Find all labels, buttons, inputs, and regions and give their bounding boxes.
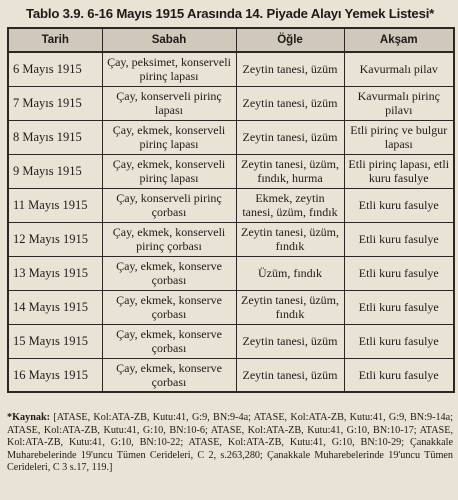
source-footnote [7,412,453,475]
cell-noon: Zeytin tanesi, üzüm, fındık [236,222,344,256]
cell-evening: Etli kuru fasulye [344,222,454,256]
cell-morning: Çay, ekmek, konserveli pirinç lapası [102,120,236,154]
header-evening: Akşam [344,28,454,52]
cell-evening: Etli kuru fasulye [344,188,454,222]
cell-noon: Ekmek, zeytin tanesi, üzüm, fındık [236,188,344,222]
cell-date: 13 Mayıs 1915 [8,256,102,290]
cell-morning: Çay, konserveli pirinç çorbası [102,188,236,222]
cell-morning: Çay, ekmek, konserve çorbası [102,290,236,324]
cell-evening: Kavurmalı pilav [344,52,454,86]
cell-date: 7 Mayıs 1915 [8,86,102,120]
cell-noon: Üzüm, fındık [236,256,344,290]
header-noon: Öğle [236,28,344,52]
header-date: Tarih [8,28,102,52]
cell-date: 14 Mayıs 1915 [8,290,102,324]
footnote-label: *Kaynak: [7,412,51,423]
cell-noon: Zeytin tanesi, üzüm [236,324,344,358]
cell-noon: Zeytin tanesi, üzüm [236,52,344,86]
table-row [8,222,454,256]
cell-morning: Çay, ekmek, konserve çorbası [102,324,236,358]
table-row [8,154,454,188]
cell-date: 6 Mayıs 1915 [8,52,102,86]
cell-date: 16 Mayıs 1915 [8,358,102,392]
cell-evening: Etli kuru fasulye [344,358,454,392]
cell-morning: Çay, ekmek, konserve çorbası [102,358,236,392]
cell-morning: Çay, peksimet, konserveli pirinç lapası [102,52,236,86]
cell-date: 9 Mayıs 1915 [8,154,102,188]
header-morning: Sabah [102,28,236,52]
cell-noon: Zeytin tanesi, üzüm [236,358,344,392]
cell-morning: Çay, ekmek, konserveli pirinç lapası [102,154,236,188]
cell-evening: Etli pirinç ve bulgur lapası [344,120,454,154]
cell-noon: Zeytin tanesi, üzüm, fındık [236,290,344,324]
table-row [8,52,454,86]
cell-date: 11 Mayıs 1915 [8,188,102,222]
cell-date: 12 Mayıs 1915 [8,222,102,256]
table-row [8,324,454,358]
table-row [8,188,454,222]
cell-evening: Kavurmalı pirinç pilavı [344,86,454,120]
table-row [8,120,454,154]
cell-noon: Zeytin tanesi, üzüm [236,86,344,120]
cell-evening: Etli kuru fasulye [344,324,454,358]
cell-date: 15 Mayıs 1915 [8,324,102,358]
table-row [8,290,454,324]
cell-evening: Etli pirinç lapası, etli kuru fasulye [344,154,454,188]
table-row [8,358,454,392]
table-title: Tablo 3.9. 6-16 Mayıs 1915 Arasında 14. Piyade Alayı Yemek Listesi* [26,6,435,21]
cell-noon: Zeytin tanesi, üzüm [236,120,344,154]
cell-morning: Çay, ekmek, konserve çorbası [102,256,236,290]
cell-morning: Çay, ekmek, konserveli pirinç çorbası [102,222,236,256]
table-row [8,86,454,120]
cell-evening: Etli kuru fasulye [344,256,454,290]
meal-table [7,27,455,393]
table-header-row [8,28,454,52]
cell-noon: Zeytin tanesi, üzüm, fındık, hurma [236,154,344,188]
footnote-text: [ATASE, Kol:ATA-ZB, Kutu:41, G:9, BN:9-4a; ATASE, Kol:ATA-ZB, Kutu:41, G:9, BN:9-14a; ATASE, Kol:ATA-ZB, Kutu:41, G:10, BN:10-6; ATASE, Kol:ATA-ZB, Kutu:41, G:10, BN:10-17; ATASE, Kol:ATA-ZB, Kutu:41, G:10, BN:10-22; ATASE, Kol:ATA-ZB, Kutu:41, G:10, BN:10-29; Çanakkale Muharebelerinde 19'uncu Tümen Cerideleri, C 2, s.263,280; Çanakkale Muharebelerinde 19'uncu Tümen Cerideleri, C 3 s.17, 119.] [7,412,454,474]
table-row [8,256,454,290]
cell-morning: Çay, konserveli pirinç lapası [102,86,236,120]
cell-evening: Etli kuru fasulye [344,290,454,324]
cell-date: 8 Mayıs 1915 [8,120,102,154]
